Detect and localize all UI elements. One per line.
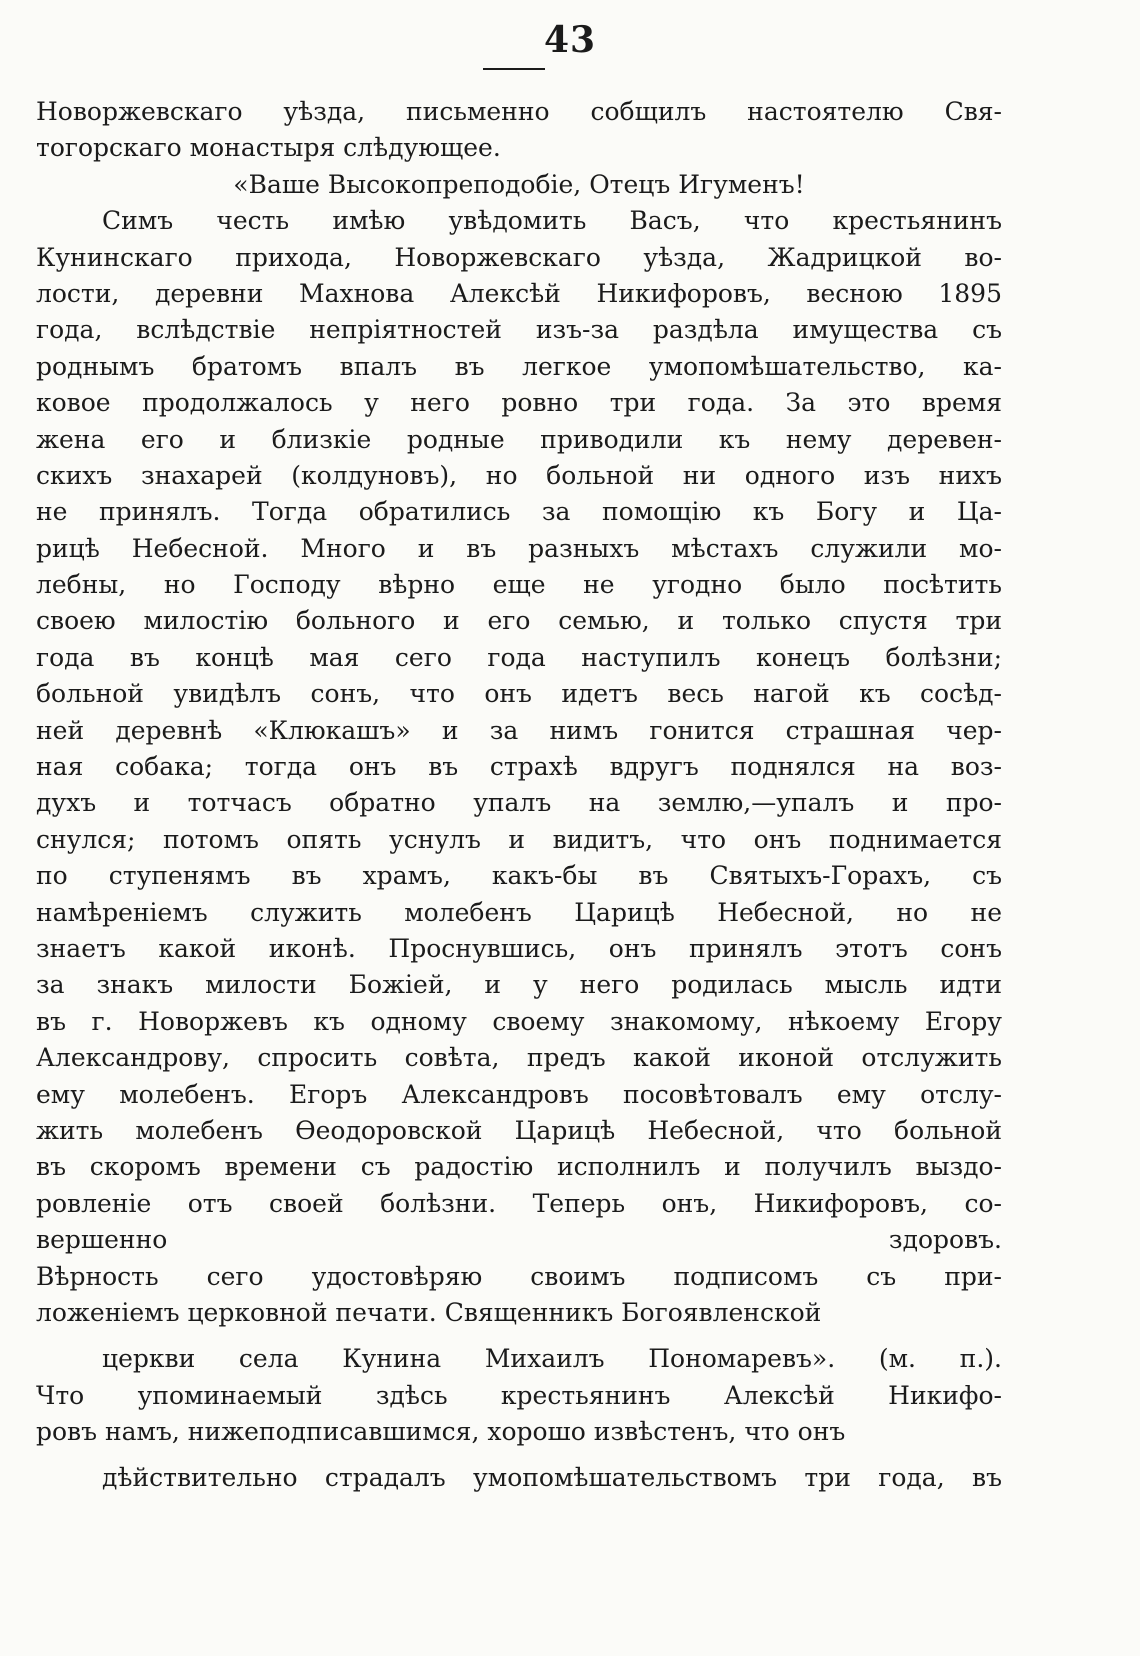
text-line: Кунинскаго прихода, Новоржевскаго уѣзда, Жадрицкой во- [36,242,1002,272]
text-line: вершенно здоровъ. [36,1225,1002,1255]
text-line: тогорскаго монастыря слѣдующее. [36,133,501,163]
text-line: ная собака; тогда онъ въ страхѣ вдругъ поднялся на воз- [36,752,1002,782]
text-line: Вѣрность сего удостовѣряю своимъ подписомъ съ при- [36,1261,1002,1291]
text-line: больной увидѣлъ сонъ, что онъ идетъ весь нагой къ сосѣд- [36,679,1002,709]
text-line: дѣйствительно страдалъ умопомѣшательствомъ три года, въ [102,1463,1002,1493]
text-line: церкви села Кунина Михаилъ Пономаревъ». (м. п.). [102,1344,1002,1374]
text-line: своею милостію больного и его семью, и только спустя три [36,606,1002,636]
text-line: года, вслѣдствіе непріятностей изъ-за раздѣла имущества съ [36,315,1002,345]
text-line: ровъ намъ, нижеподписавшимся, хорошо извѣстенъ, что онъ [36,1417,846,1447]
text-line: Александрову, спросить совѣта, предъ какой иконой отслужить [36,1043,1002,1073]
text-line: ковое продолжалось у него ровно три года. За это время [36,388,1002,418]
text-line: снулся; потомъ опять уснулъ и видитъ, что онъ поднимается [36,824,1002,854]
page-number: 43 [543,19,597,61]
text-line: не принялъ. Тогда обратились за помощію къ Богу и Ца- [36,497,1002,527]
text-line: лебны, но Господу вѣрно еще не угодно было посѣтить [36,570,1002,600]
text-line: жить молебенъ Ѳеодоровской Царицѣ Небесной, что больной [36,1115,1002,1145]
text-line: ней деревнѣ «Клюкашъ» и за нимъ гонится страшная чер- [36,715,1002,745]
page-number-rule [483,68,545,70]
text-line [36,1497,1002,1533]
text-line: скихъ знахарей (колдуновъ), но больной ни одного изъ нихъ [36,460,1002,490]
text-line: въ скоромъ времени съ радостію исполнилъ и получилъ выздо- [36,1152,1002,1182]
text-line: лости, деревни Махнова Алексѣй Никифоровъ, весною 1895 [36,278,1002,308]
text-line: рицѣ Небесной. Много и въ разныхъ мѣстахъ служили мо- [36,533,1002,563]
page-text [36,94,1002,1570]
text-line: Новоржевскаго уѣзда, письменно собщилъ настоятелю Свя- [36,97,1002,126]
text-line: за знакъ милости Божіей, и у него родилась мысль идти [36,970,1002,1000]
text-line [36,1533,1002,1569]
text-line: Что упоминаемый здѣсь крестьянинъ Алексѣй Никифо- [36,1380,1002,1410]
text-line: года въ концѣ мая сего года наступилъ конецъ болѣзни; [36,642,1002,672]
text-line: въ г. Новоржевъ къ одному своему знакомому, нѣкоему Егору [36,1006,1002,1036]
text-line: Симъ честь имѣю увѣдомить Васъ, что крестьянинъ [102,206,1002,236]
text-line: жена его и близкіе родные приводили къ нему деревен- [36,424,1002,454]
text-line: по ступенямъ въ храмъ, какъ-бы въ Святыхъ-Горахъ, съ [36,861,1002,891]
text-line: ему молебенъ. Егоръ Александровъ посовѣтовалъ ему отслу- [36,1079,1002,1109]
text-line: намѣреніемъ служить молебенъ Царицѣ Небесной, но не [36,897,1002,927]
text-line: ровленіе отъ своей болѣзни. Теперь онъ, Никифоровъ, со- [36,1188,1002,1218]
salutation: «Ваше Высокопреподобіе, Отецъ Игуменъ! [233,169,805,199]
text-line: духъ и тотчасъ обратно упалъ на землю,—упалъ и про- [36,788,1002,818]
text-line: роднымъ братомъ впалъ въ легкое умопомѣшательство, ка- [36,351,1002,381]
text-line: ложеніемъ церковной печати. Священникъ Богоявленской [36,1297,822,1327]
text-line: знаетъ какой иконѣ. Проснувшись, онъ принялъ этотъ сонъ [36,933,1002,963]
